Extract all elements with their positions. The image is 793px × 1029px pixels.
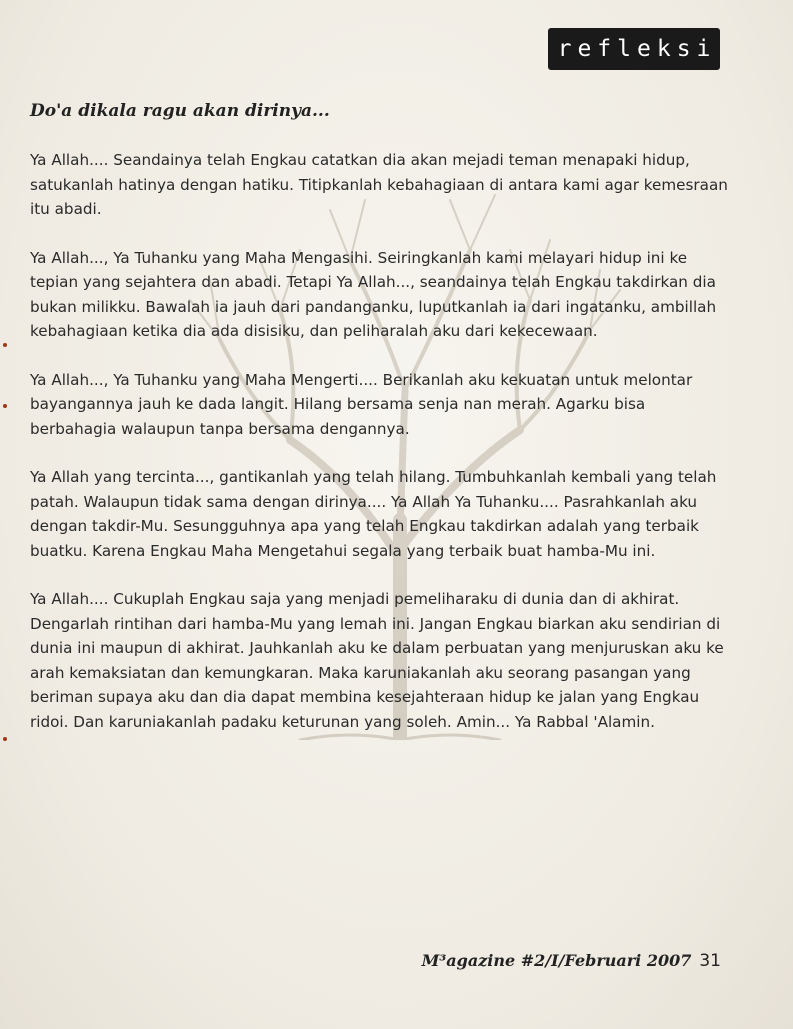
article-body: [30, 148, 730, 758]
margin-dot: [3, 404, 7, 408]
page-footer: [422, 951, 721, 971]
magazine-issue: M³agazine #2/I/Februari 2007: [421, 951, 692, 970]
margin-dot: [3, 737, 7, 741]
paragraph: Ya Allah..., Ya Tuhanku yang Maha Mengasihi. Seiringkanlah kami melayari hidup ini ke tepian yang sejahtera dan abadi. Tetapi Ya Allah..., seandainya telah Engkau takdirkan dia bukan milikku. Bawalah ia jauh dari pandanganku, luputkanlah ia dari ingatanku, ambillah kebahagiaan ketika dia ada disisiku, dan peliharalah aku dari kekecewaan.: [30, 248, 717, 340]
article-heading: Do'a dikala ragu akan dirinya...: [30, 101, 330, 121]
page-number: 31: [699, 951, 721, 971]
section-label-text: refleksi: [557, 36, 717, 62]
paragraph: Ya Allah.... Cukuplah Engkau saja yang menjadi pemeliharaku di dunia dan di akhirat. Dengarlah rintihan dari hamba-Mu yang lemah ini. Jangan Engkau biarkan aku sendirian di dunia ini maupun di akhirat. Jauhkanlah aku ke dalam perbuatan yang menjuruskan aku ke arah kemaksiatan dan kemungkaran. Maka karuniakanlah aku seorang pasangan yang beriman supaya aku dan dia dapat membina kesejahteraan hidup ke jalan yang Engkau ridoi. Dan karuniakanlah padaku keturunan yang soleh. Amin... Ya Rabbal 'Alamin.: [30, 590, 724, 731]
paragraph: Ya Allah..., Ya Tuhanku yang Maha Mengerti.... Berikanlah aku kekuatan untuk melontar bayangannya jauh ke dada langit. Hilang bersama senja nan merah. Agarku bisa berbahagia walaupun tanpa bersama dengannya.: [30, 370, 693, 438]
section-label: [548, 28, 720, 70]
paragraph: Ya Allah yang tercinta..., gantikanlah yang telah hilang. Tumbuhkanlah kembali yang telah patah. Walaupun tidak sama dengan dirinya.... Ya Allah Ya Tuhanku.... Pasrahkanlah aku dengan takdir-Mu. Sesungguhnya apa yang telah Engkau takdirkan adalah yang terbaik buatku. Karena Engkau Maha Mengetahui segala yang terbaik buat hamba-Mu ini.: [30, 468, 717, 560]
margin-dot: [3, 343, 7, 347]
paragraph: Ya Allah.... Seandainya telah Engkau catatkan dia akan mejadi teman menapaki hidup, satukanlah hatinya dengan hatiku. Titipkanlah kebahagiaan di antara kami agar kemesraan itu abadi.: [30, 151, 728, 218]
